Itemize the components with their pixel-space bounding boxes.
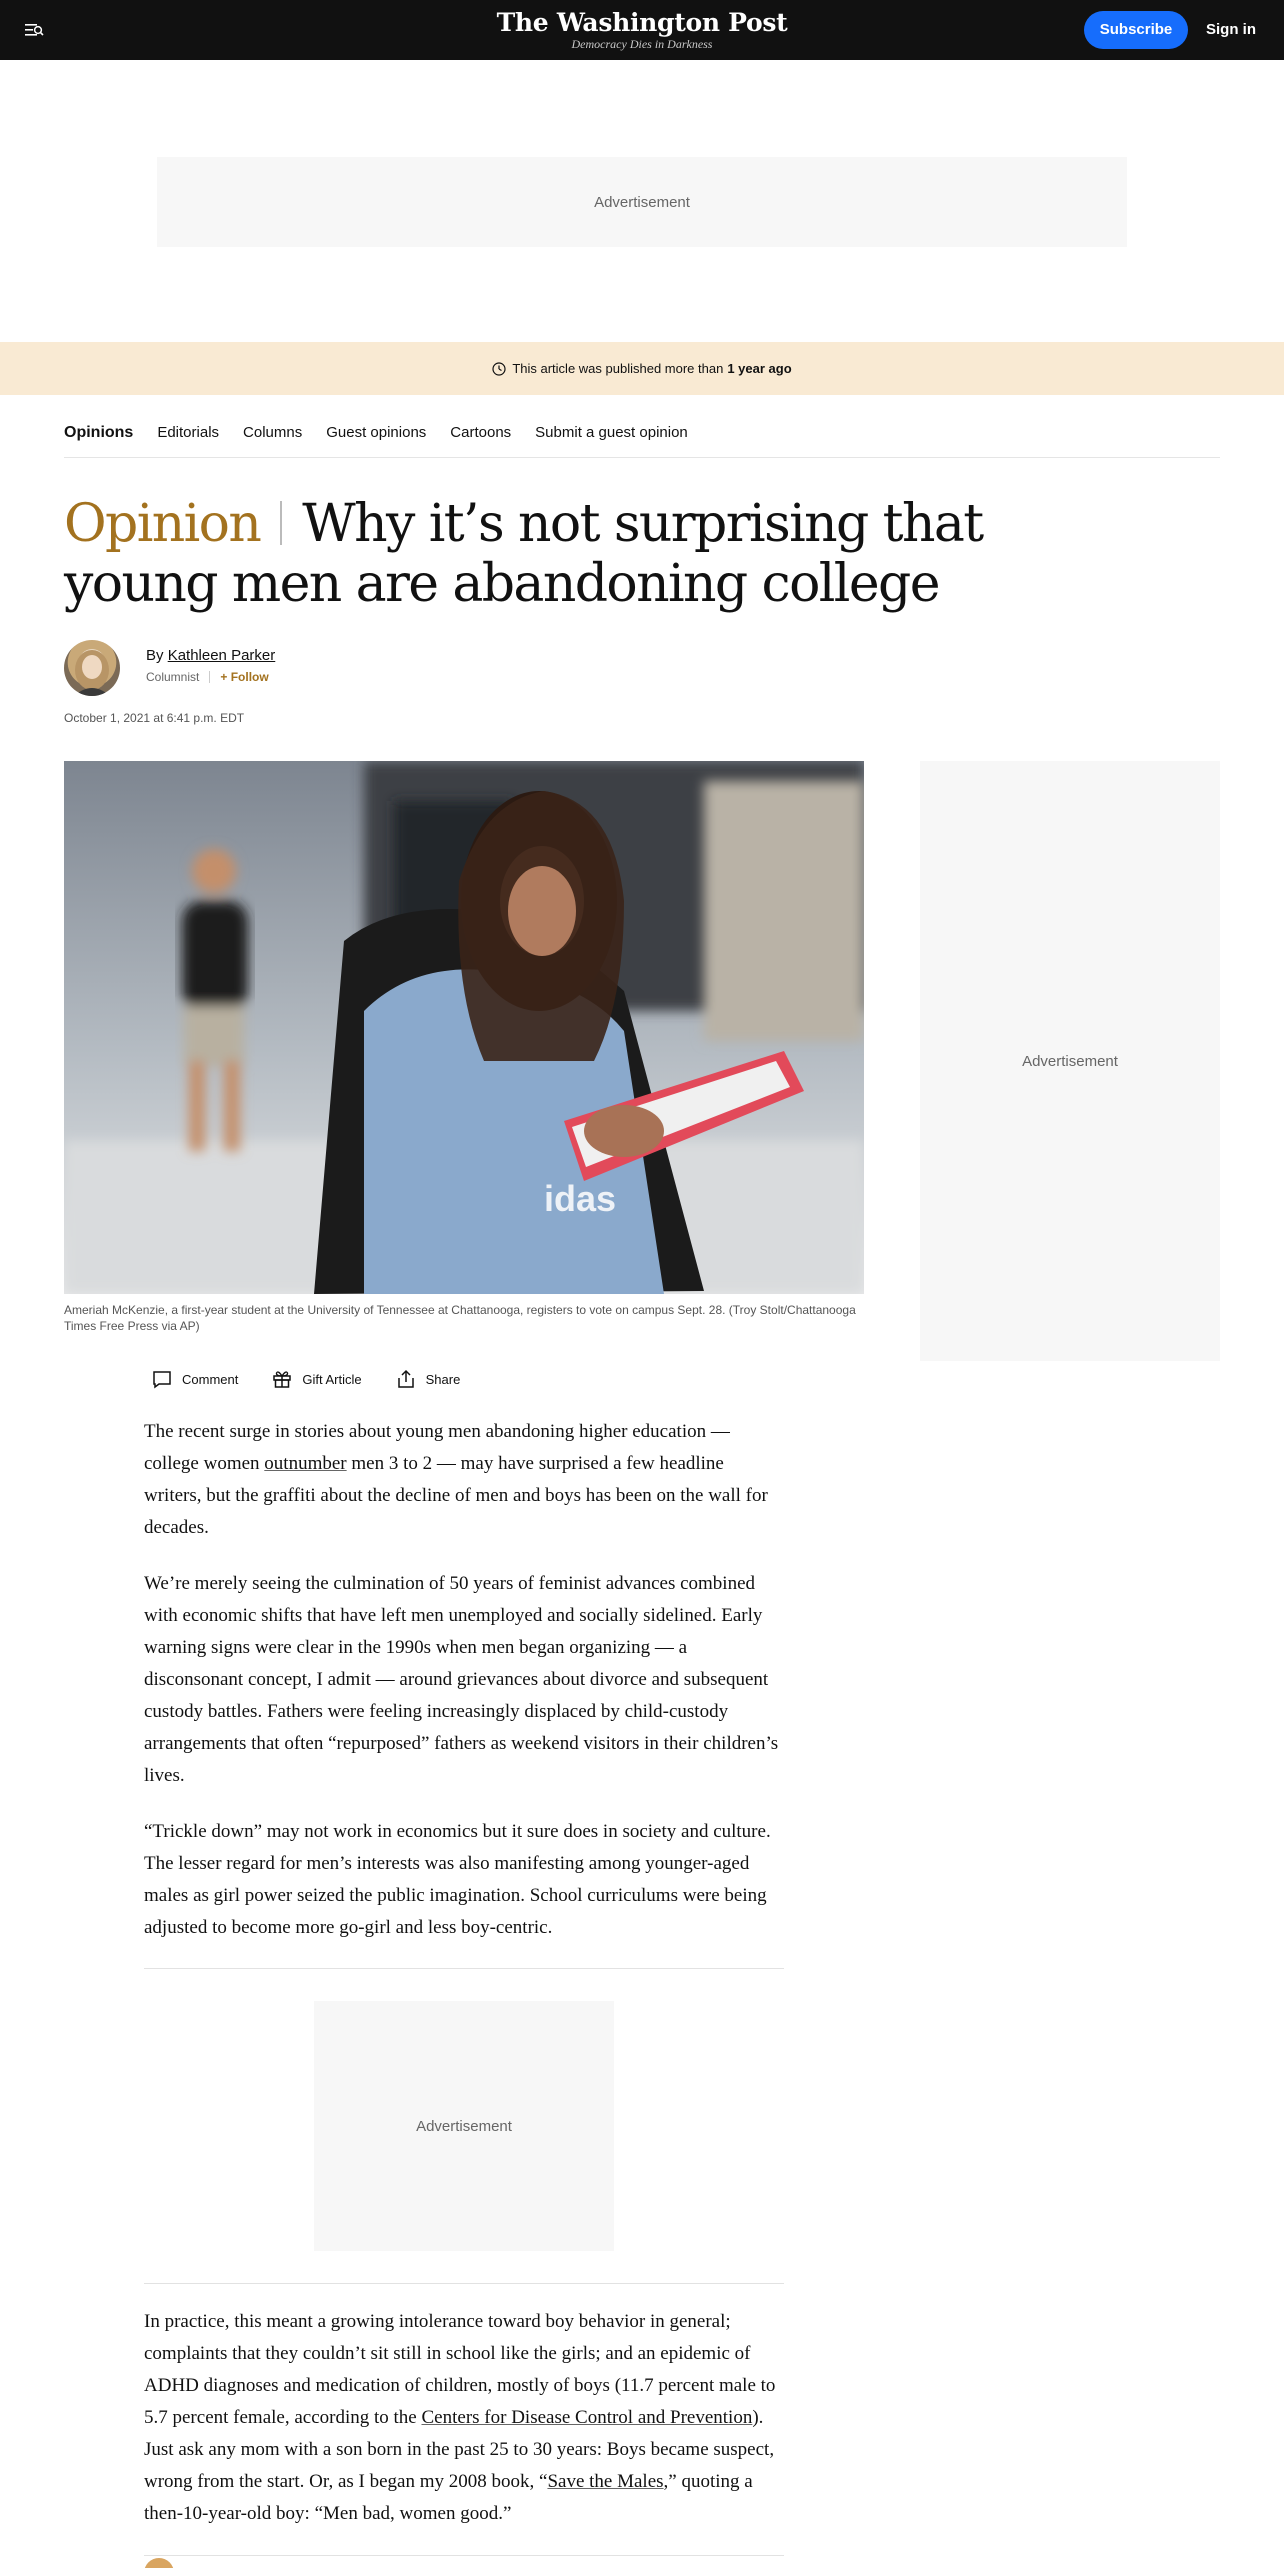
sign-in-button[interactable]: Sign in (1206, 21, 1256, 38)
article-headline (64, 494, 1024, 614)
paragraph-text: The recent surge in stories about young men abandoning higher education — college women (144, 1421, 730, 1474)
comment-button[interactable] (152, 1369, 238, 1389)
kicker-divider (280, 501, 282, 545)
divider (144, 2283, 784, 2284)
nav-guest-opinions[interactable]: Guest opinions (326, 424, 427, 441)
nav-editorials[interactable]: Editorials (157, 424, 220, 441)
article-share-bar (152, 1366, 494, 1392)
author-link[interactable]: Kathleen Parker (167, 647, 276, 664)
lead-photo[interactable] (64, 761, 864, 1294)
share-label: Share (425, 1371, 461, 1387)
article-paragraph: We’re merely seeing the culmination of 50 years of feminist advances combined with economic shifts that have left men unemployed and socially sidelined. Early warning signs were clear in the 1990s when men began organizing — a disconsonant concept, I admit — around grievances about divorce and subsequent custody battles. Fathers were feeling increasingly displaced by child-custody arrangements that often “repurposed” fathers as weekend visitors in their children’s lives. (144, 1573, 779, 1786)
article-paragraph (144, 1416, 784, 1544)
author-role: Columnist (146, 670, 200, 684)
headline-text: Why it’s not surprising that young men are abandoning college (64, 494, 983, 614)
opinions-section-nav (64, 408, 1220, 458)
save-the-males-link[interactable]: Save the Males (547, 2471, 664, 2492)
author-role-row (146, 670, 269, 684)
comment-label: Comment (182, 1371, 239, 1387)
share-button[interactable] (396, 1369, 461, 1389)
advertisement-label: Advertisement (416, 2117, 512, 2135)
share-icon (396, 1369, 416, 1389)
byline (146, 647, 275, 664)
nav-cartoons[interactable]: Cartoons (450, 424, 512, 441)
follow-button[interactable]: + Follow (220, 670, 269, 684)
top-navigation-bar (0, 0, 1284, 60)
sidebar-advertisement[interactable] (920, 761, 1220, 1361)
gift-article-button[interactable] (272, 1369, 361, 1389)
inline-advertisement[interactable] (314, 2001, 614, 2251)
paragraph-text: men 3 to 2 — may have surprised a few headline writers, but the graffiti about the decline of men and boys has been on the wall for decades. (144, 1453, 768, 1538)
article-paragraph: “Trickle down” may not work in economics but it sure does in society and culture. The lesser regard for men’s interests was also manifesting among younger-aged males as girl power seized the public imagination. School curriculums were being adjusted to become more go-girl and less boy-centric. (144, 1821, 771, 1938)
svg-text:idas: idas (544, 1178, 617, 1219)
comment-icon (152, 1369, 172, 1389)
role-divider (209, 671, 210, 683)
opinion-kicker[interactable]: Opinion (64, 494, 261, 554)
nav-opinions[interactable]: Opinions (64, 423, 134, 441)
divider (144, 1968, 784, 1969)
logo-tagline: Democracy Dies in Darkness (571, 37, 713, 51)
notice-text: This article was published more than (512, 361, 724, 376)
nav-submit-guest-opinion[interactable]: Submit a guest opinion (535, 424, 688, 441)
outnumber-link[interactable]: outnumber (264, 1453, 347, 1474)
article-age-notice (0, 342, 1284, 395)
advertisement-label: Advertisement (594, 193, 690, 211)
notice-age: 1 year ago (727, 361, 792, 376)
article-paragraph (144, 2306, 784, 2530)
cdc-link[interactable]: Centers for Disease Control and Prevention (421, 2407, 753, 2428)
gift-article-label: Gift Article (302, 1371, 362, 1387)
divider (144, 2555, 784, 2556)
paragraph-text: ). Just ask any mom with a son born in the past 25 to 30 years: Boys became suspect, wrong from the start. Or, as I began my 2008 book, “ (144, 2407, 775, 2492)
logo-title: The Washington Post (496, 8, 788, 37)
author-avatar[interactable] (64, 640, 120, 696)
advertisement-label: Advertisement (1022, 1052, 1118, 1070)
paragraph-text: ,” quoting a then-10-year-old boy: “Men bad, women good.” (144, 2471, 753, 2524)
clock-icon (492, 362, 506, 376)
author-avatar-small[interactable] (144, 2558, 174, 2568)
photo-caption: Ameriah McKenzie, a first-year student at the University of Tennessee at Chattanooga, registers to vote on campus Sept. 28. (Troy Stolt/Chattanooga Times Free Press via AP) (64, 1303, 856, 1333)
top-advertisement[interactable] (157, 157, 1127, 247)
byline-prefix: By (146, 647, 164, 664)
subscribe-button[interactable]: Subscribe (1084, 11, 1188, 49)
nav-columns[interactable]: Columns (243, 424, 303, 441)
paragraph-text: In practice, this meant a growing intolerance toward boy behavior in general; complaints that they couldn’t sit still in school like the girls; and an epidemic of ADHD diagnoses and medication of children, mostly of boys (11.7 percent male to 5.7 percent female, according to the (144, 2311, 776, 2428)
gift-icon (272, 1369, 292, 1389)
publish-date: October 1, 2021 at 6:41 p.m. EDT (64, 711, 245, 725)
